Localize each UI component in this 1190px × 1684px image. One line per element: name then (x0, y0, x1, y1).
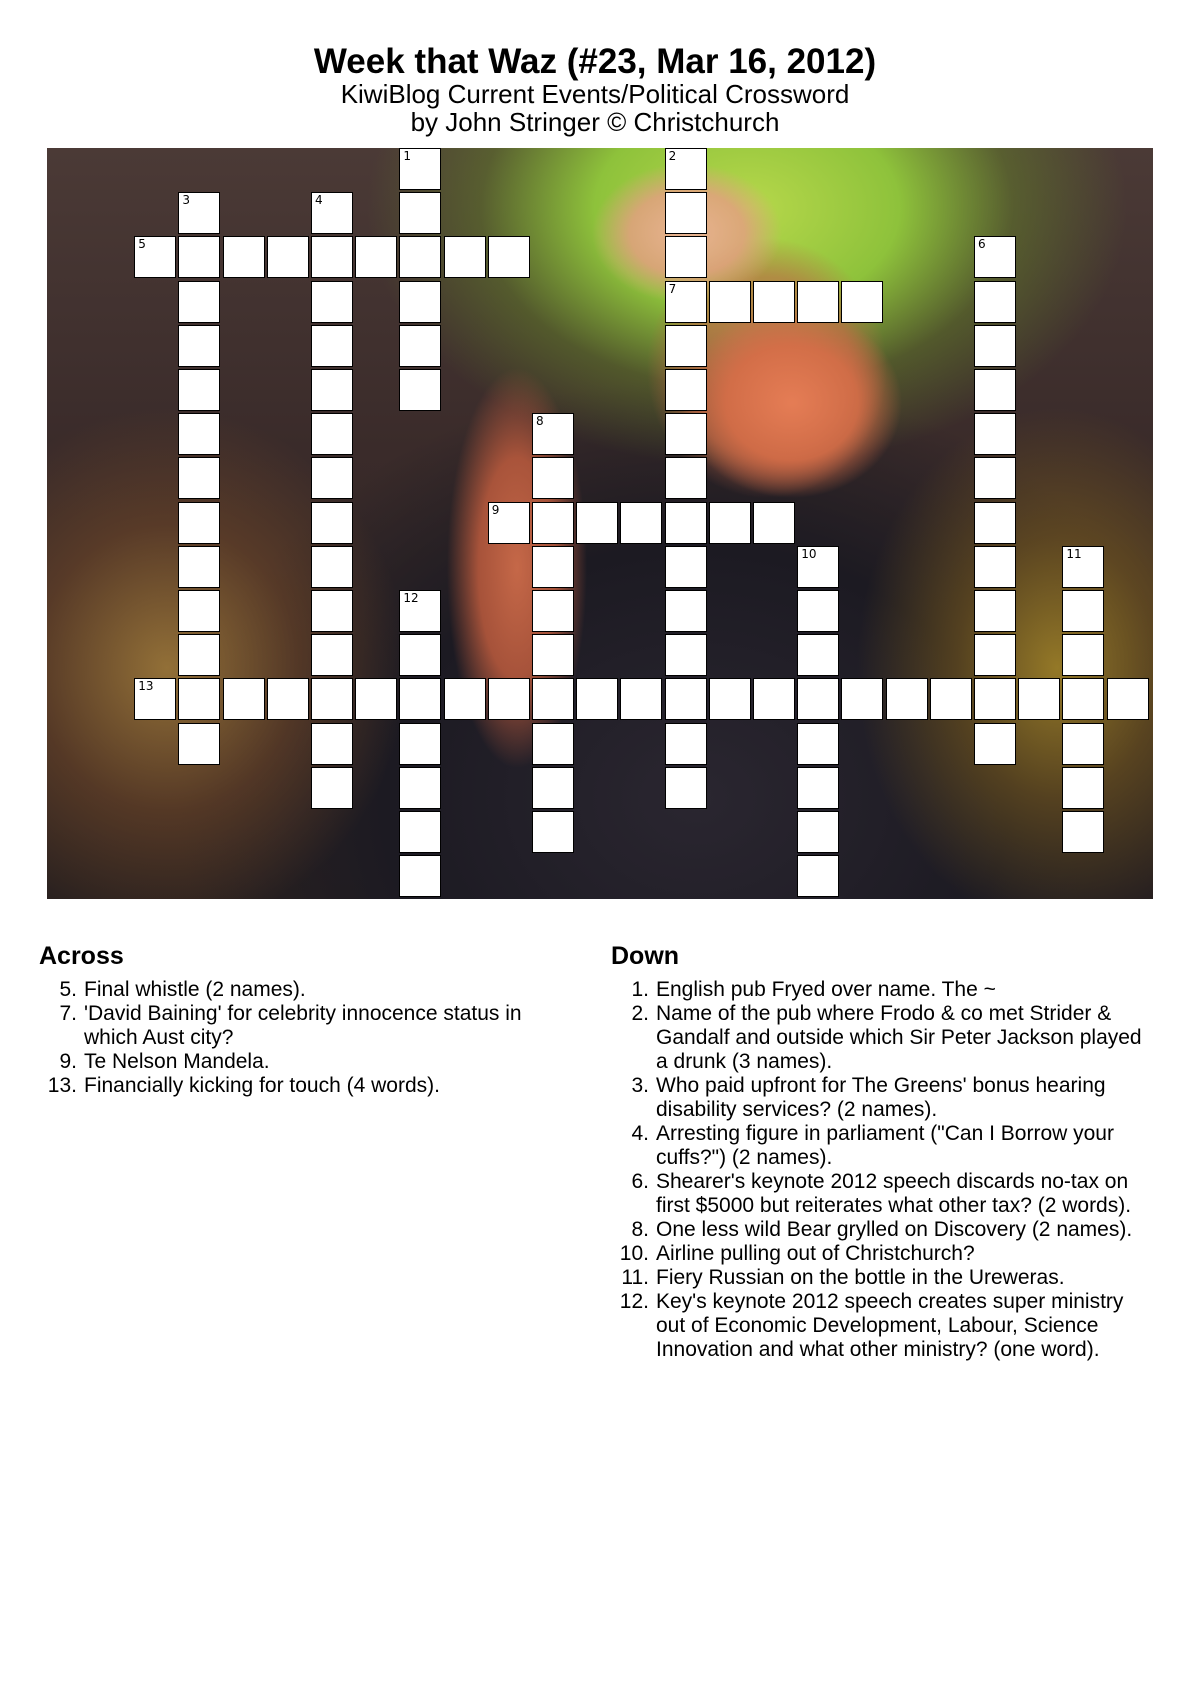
grid-cell[interactable] (223, 678, 265, 720)
grid-cell[interactable] (399, 678, 441, 720)
grid-cell[interactable] (665, 546, 707, 588)
down-clue (611, 1074, 1156, 1122)
grid-cell[interactable] (797, 723, 839, 765)
grid-cell[interactable] (665, 148, 707, 190)
clue-text: Fiery Russian on the bottle in the Ureweras. (656, 1266, 1065, 1289)
grid-cell[interactable] (841, 678, 883, 720)
grid-cell[interactable] (665, 767, 707, 809)
grid-cell[interactable] (399, 634, 441, 676)
grid-cell[interactable] (620, 678, 662, 720)
grid-cell[interactable] (399, 281, 441, 323)
grid-cell[interactable] (709, 281, 751, 323)
grid-cell[interactable] (444, 678, 486, 720)
grid-cell[interactable] (488, 236, 530, 278)
clue-number: 6 (978, 237, 986, 252)
grid-cell[interactable] (1018, 678, 1060, 720)
grid-cell[interactable] (974, 281, 1016, 323)
clue-number: 3 (182, 193, 191, 208)
down-clue (611, 1122, 1156, 1170)
grid-cell[interactable] (532, 413, 574, 455)
grid-cell[interactable] (134, 678, 176, 720)
down-clue (611, 1002, 1156, 1074)
grid-cell[interactable] (665, 192, 707, 234)
down-clue (611, 1290, 1156, 1362)
grid-cell[interactable] (178, 413, 220, 455)
grid-cell[interactable] (974, 325, 1016, 367)
grid-cell[interactable] (311, 192, 353, 234)
grid-cell[interactable] (311, 678, 353, 720)
grid-cell[interactable] (311, 590, 353, 632)
clue-text: One less wild Bear grylled on Discovery (2 names). (656, 1218, 1133, 1241)
grid-cell[interactable] (974, 457, 1016, 499)
grid-cell[interactable] (753, 678, 795, 720)
clue-number: 7 (668, 281, 677, 296)
grid-cell[interactable] (399, 236, 441, 278)
grid-cell[interactable] (311, 369, 353, 411)
clue-number-label: 5. (59, 978, 77, 1001)
clue-number-label: 8. (631, 1218, 649, 1241)
grid-cell[interactable] (974, 546, 1016, 588)
grid-cell[interactable] (399, 369, 441, 411)
grid-cell[interactable] (178, 678, 220, 720)
clue-number-label: 3. (631, 1074, 649, 1097)
grid-cell[interactable] (311, 325, 353, 367)
grid-cell[interactable] (532, 678, 574, 720)
puzzle-title: Week that Waz (#23, Mar 16, 2012) (313, 42, 877, 81)
grid-cell[interactable] (1062, 723, 1104, 765)
down-clue (611, 1266, 1156, 1290)
grid-cell[interactable] (1062, 590, 1104, 632)
grid-cell[interactable] (399, 148, 441, 190)
grid-cell[interactable] (665, 281, 707, 323)
grid-cell[interactable] (267, 678, 309, 720)
grid-cell[interactable] (797, 855, 839, 897)
grid-cell[interactable] (532, 546, 574, 588)
grid-cell[interactable] (930, 678, 972, 720)
clue-number-label: 13. (47, 1074, 77, 1097)
grid-cell[interactable] (709, 678, 751, 720)
grid-cell[interactable] (1107, 678, 1149, 720)
across-heading: Across (39, 942, 124, 970)
clue-text: English pub Fryed over name. The ~ (656, 978, 996, 1001)
grid-cell[interactable] (311, 457, 353, 499)
clue-number-label: 9. (59, 1050, 77, 1073)
grid-cell[interactable] (797, 546, 839, 588)
grid-cell[interactable] (311, 546, 353, 588)
clue-text: Key's keynote 2012 speech creates super ministry out of Economic Development, Labour, Science Innovation and what other ministry? (one word). (656, 1290, 1124, 1361)
clue-number: 13 (138, 679, 154, 694)
grid-cell[interactable] (532, 502, 574, 544)
grid-cell[interactable] (753, 281, 795, 323)
clue-text: Te Nelson Mandela. (84, 1050, 270, 1073)
grid-cell[interactable] (665, 502, 707, 544)
grid-cell[interactable] (797, 634, 839, 676)
grid-cell[interactable] (753, 502, 795, 544)
grid-cell[interactable] (178, 546, 220, 588)
grid-cell[interactable] (665, 325, 707, 367)
grid-cell[interactable] (620, 502, 662, 544)
grid-cell[interactable] (974, 502, 1016, 544)
grid-cell[interactable] (311, 413, 353, 455)
grid-cell[interactable] (974, 723, 1016, 765)
down-heading: Down (611, 942, 680, 970)
grid-cell[interactable] (178, 236, 220, 278)
clue-number-label: 11. (621, 1266, 649, 1289)
puzzle-subtitle: KiwiBlog Current Events/Political Crossword (340, 79, 850, 109)
grid-cell[interactable] (532, 634, 574, 676)
grid-cell[interactable] (1062, 767, 1104, 809)
grid-cell[interactable] (974, 634, 1016, 676)
clue-text: Shearer's keynote 2012 speech discards no-tax on first $5000 but reiterates what other tax? (2 words). (656, 1170, 1132, 1217)
grid-cell[interactable] (797, 678, 839, 720)
grid-cell[interactable] (974, 413, 1016, 455)
grid-cell[interactable] (178, 192, 220, 234)
grid-cell[interactable] (311, 236, 353, 278)
across-clue (39, 1050, 579, 1074)
clue-number: 5 (138, 237, 146, 252)
down-clue (611, 1170, 1156, 1218)
grid-cell[interactable] (399, 192, 441, 234)
grid-cell[interactable] (399, 723, 441, 765)
clue-text: Arresting figure in parliament ("Can I Borrow your cuffs?") (2 names). (656, 1122, 1114, 1169)
grid-cell[interactable] (797, 811, 839, 853)
across-clue (39, 1074, 579, 1098)
clue-text: 'David Baining' for celebrity innocence status in which Aust city? (84, 1002, 522, 1049)
grid-cell[interactable] (532, 767, 574, 809)
grid-cell[interactable] (841, 281, 883, 323)
grid-cell[interactable] (665, 634, 707, 676)
clue-number: 9 (491, 502, 500, 517)
clue-number: 12 (403, 591, 419, 605)
clue-number: 4 (315, 193, 323, 208)
grid-cell[interactable] (665, 723, 707, 765)
grid-cell[interactable] (1062, 678, 1104, 720)
grid-cell[interactable] (974, 369, 1016, 411)
grid-cell[interactable] (665, 678, 707, 720)
grid-cell[interactable] (399, 855, 441, 897)
grid-cell[interactable] (1062, 546, 1104, 588)
down-clue-list (611, 978, 1156, 1362)
grid-cell[interactable] (311, 502, 353, 544)
grid-cell[interactable] (665, 236, 707, 278)
grid-cell[interactable] (399, 811, 441, 853)
clue-text: Financially kicking for touch (4 words). (84, 1074, 440, 1097)
grid-cell[interactable] (399, 590, 441, 632)
grid-cell[interactable] (223, 236, 265, 278)
grid-cell[interactable] (178, 723, 220, 765)
grid-cell[interactable] (178, 325, 220, 367)
clue-number: 10 (801, 546, 817, 561)
clue-number: 2 (668, 149, 677, 163)
down-clue (611, 1218, 1156, 1242)
grid-cell[interactable] (532, 590, 574, 632)
grid-cell[interactable] (797, 281, 839, 323)
grid-cell[interactable] (665, 413, 707, 455)
grid-cell[interactable] (399, 325, 441, 367)
grid-cell[interactable] (665, 369, 707, 411)
clue-text: Name of the pub where Frodo & co met Strider & Gandalf and outside which Sir Peter Jackson played a drunk (3 names). (656, 1002, 1142, 1073)
grid-cell[interactable] (576, 678, 618, 720)
grid-cell[interactable] (974, 678, 1016, 720)
grid-cell[interactable] (797, 590, 839, 632)
grid-cell[interactable] (267, 236, 309, 278)
grid-cell[interactable] (709, 502, 751, 544)
clue-number-label: 10. (619, 1242, 649, 1265)
across-clue (39, 1002, 579, 1050)
clue-number-label: 6. (631, 1170, 649, 1193)
grid-cell[interactable] (974, 236, 1016, 278)
grid-cell[interactable] (444, 236, 486, 278)
grid-cell[interactable] (134, 236, 176, 278)
clue-text: Who paid upfront for The Greens' bonus hearing disability services? (2 names). (656, 1074, 1106, 1121)
grid-cell[interactable] (399, 767, 441, 809)
down-clue (611, 978, 1156, 1002)
grid-cell[interactable] (1062, 634, 1104, 676)
grid-cell[interactable] (1062, 811, 1104, 853)
clue-number: 8 (536, 414, 544, 429)
grid-cell[interactable] (974, 590, 1016, 632)
grid-cell[interactable] (178, 502, 220, 544)
grid-cell[interactable] (178, 590, 220, 632)
grid-cell[interactable] (532, 723, 574, 765)
clue-text: Final whistle (2 names). (84, 978, 306, 1001)
grid-cell[interactable] (488, 678, 530, 720)
clue-number-label: 12. (619, 1290, 649, 1313)
grid-cell[interactable] (178, 281, 220, 323)
grid-cell[interactable] (355, 236, 397, 278)
grid-cell[interactable] (797, 767, 839, 809)
clue-number-label: 2. (631, 1002, 649, 1025)
clue-number-label: 1. (631, 978, 649, 1001)
grid-cell[interactable] (532, 457, 574, 499)
grid-cell[interactable] (665, 457, 707, 499)
clue-number-label: 4. (631, 1122, 649, 1145)
clue-text: Airline pulling out of Christchurch? (656, 1242, 975, 1265)
grid-cell[interactable] (311, 634, 353, 676)
grid-cell[interactable] (665, 590, 707, 632)
grid-cell[interactable] (178, 634, 220, 676)
grid-cell[interactable] (886, 678, 928, 720)
grid-cell[interactable] (355, 678, 397, 720)
puzzle-byline: by John Stringer © Christchurch (410, 107, 780, 137)
down-clue (611, 1242, 1156, 1266)
across-clue (39, 978, 579, 1002)
crossword-grid (47, 148, 1153, 899)
clue-number-label: 7. (59, 1002, 77, 1025)
grid-cell[interactable] (532, 811, 574, 853)
grid-cell[interactable] (488, 502, 530, 544)
across-clue-list (39, 978, 579, 1098)
grid-cell[interactable] (311, 281, 353, 323)
clue-number: 11 (1066, 546, 1082, 561)
grid-cell[interactable] (311, 723, 353, 765)
grid-cell[interactable] (178, 369, 220, 411)
grid-cell[interactable] (311, 767, 353, 809)
grid-cell[interactable] (178, 457, 220, 499)
clue-number: 1 (403, 149, 412, 163)
grid-cell[interactable] (576, 502, 618, 544)
